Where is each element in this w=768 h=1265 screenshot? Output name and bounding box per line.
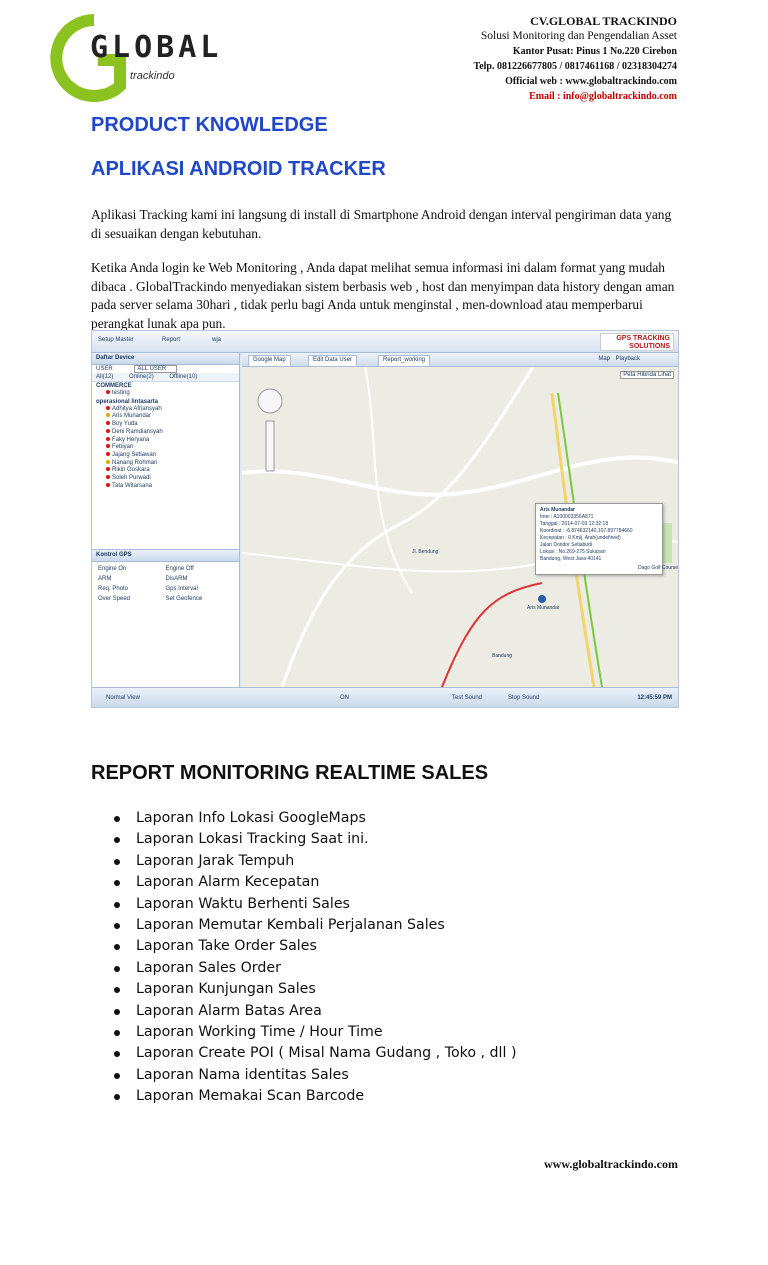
list-item: Laporan Alarm Batas Area xyxy=(114,1001,516,1022)
popup-title: Aris Munandar xyxy=(540,507,576,513)
marker-label: Aris Munandar xyxy=(527,605,560,611)
req-photo-button[interactable]: Req. Photo xyxy=(98,586,129,592)
playback-button[interactable]: Playback xyxy=(615,356,640,362)
disarm-button[interactable]: DisARM xyxy=(165,576,188,582)
device-item[interactable]: Jajang Setiawan xyxy=(92,452,239,460)
popup-line: Bandung, West Java 40141 xyxy=(540,556,602,562)
map-type-hibrida[interactable]: Hibrida xyxy=(637,372,657,378)
device-item[interactable]: Rikin Goskara xyxy=(92,467,239,475)
company-phone: Telp. 081226677805 / 0817461168 / 02318304274 xyxy=(473,61,677,72)
gps-solutions-badge: GPS TRACKING SOLUTIONS xyxy=(600,333,674,351)
group-operasional[interactable]: operasional lintasarta xyxy=(96,398,159,405)
set-geofence-button[interactable]: Set Geofence xyxy=(165,596,203,602)
map-label-city: Bandung xyxy=(492,653,513,659)
report-list xyxy=(114,808,516,1107)
device-item[interactable]: Deni Ramdiansyah xyxy=(92,429,239,437)
engine-on-button[interactable]: Engine On xyxy=(98,566,127,572)
user-select[interactable]: ALL USER xyxy=(134,365,177,373)
arm-button[interactable]: ARM xyxy=(98,576,112,582)
popup-line: Tanggal : 2014-07-03 12:32:18 xyxy=(540,521,609,527)
popup-line: Imei : A100003356A871 xyxy=(540,514,594,520)
group-commerce[interactable]: COMMERCE xyxy=(96,383,132,389)
map-type-peta[interactable]: Peta xyxy=(623,372,636,378)
device-item[interactable]: Aris Munandar xyxy=(92,413,239,421)
map-type-switch xyxy=(620,371,674,379)
list-item: Laporan Alarm Kecepatan xyxy=(114,872,516,893)
gps-interval-button[interactable]: Gps Interval xyxy=(165,586,198,592)
user-filter-row xyxy=(92,365,239,373)
list-item: Laporan Nama identitas Sales xyxy=(114,1065,516,1086)
map-view[interactable] xyxy=(242,353,679,687)
list-item: Laporan Take Order Sales xyxy=(114,936,516,957)
company-info xyxy=(473,14,677,104)
menu-report[interactable]: Report xyxy=(162,337,181,343)
footer-website: www.globaltrackindo.com xyxy=(543,1157,678,1171)
tab-report-working[interactable]: Report_working xyxy=(378,355,430,366)
list-item: Laporan Lokasi Tracking Saat ini. xyxy=(114,829,516,850)
tab-google-map[interactable]: Google Map xyxy=(248,355,291,366)
device-item[interactable]: Nanang Rohman xyxy=(92,460,239,468)
company-email: Email : info@globaltrackindo.com xyxy=(529,91,677,102)
device-panel xyxy=(92,353,240,687)
list-item: Laporan Create POI ( Misal Nama Gudang , Toko , dll ) xyxy=(114,1043,516,1064)
menu-setup-master[interactable]: Setup Master xyxy=(98,337,134,343)
stop-sound-button[interactable]: Stop Sound xyxy=(508,695,540,701)
filter-offline[interactable]: Offline(10) xyxy=(169,374,198,380)
list-item: Laporan Kunjungan Sales xyxy=(114,979,516,1000)
logo-word: GLOBAL xyxy=(90,30,223,65)
map-label-road: Jl. Bendung xyxy=(412,549,439,555)
list-item: Laporan Sales Order xyxy=(114,958,516,979)
map-button[interactable]: Map xyxy=(598,356,610,362)
title-report-monitoring: REPORT MONITORING REALTIME SALES xyxy=(91,762,489,784)
gps-control-panel xyxy=(92,549,239,639)
sound-toggle[interactable]: ON xyxy=(340,695,349,701)
company-tagline: Solusi Monitoring dan Pengendalian Asset xyxy=(480,30,677,42)
logo-subword: trackindo xyxy=(130,70,175,82)
menu-user[interactable]: wja xyxy=(212,337,222,343)
status-filters xyxy=(92,373,239,382)
user-label: USER xyxy=(96,366,113,372)
map-label-golf: Dago Golf Course xyxy=(638,565,679,571)
company-name: CV.GLOBAL TRACKINDO xyxy=(530,14,677,28)
popup-line: Jalan Dondor Setiabudi xyxy=(540,542,592,548)
device-item[interactable]: Soleh Purwadi xyxy=(92,475,239,483)
paragraph-intro: Aplikasi Tracking kami ini langsung di install di Smartphone Android dengan interval pengiriman data yang di sesuaikan dengan kebutuhan. xyxy=(91,207,672,241)
tab-edit-data-user[interactable]: Edit Data User xyxy=(308,355,357,366)
title-product-knowledge: PRODUCT KNOWLEDGE xyxy=(91,114,328,136)
device-item[interactable]: Faky Heryana xyxy=(92,437,239,445)
test-sound-button[interactable]: Test Sound xyxy=(452,695,483,701)
list-item: Laporan Info Lokasi GoogleMaps xyxy=(114,808,516,829)
normal-view-button[interactable]: Normal View xyxy=(106,695,140,701)
app-status-bar xyxy=(92,687,678,708)
company-logo xyxy=(50,14,223,102)
clock: 12:45:59 PM xyxy=(637,695,672,701)
title-android-tracker: APLIKASI ANDROID TRACKER xyxy=(91,158,386,180)
device-item[interactable]: Adhitya Afriansyah xyxy=(92,406,239,414)
device-item[interactable]: Boy Yuda xyxy=(92,421,239,429)
device-item[interactable]: Febiyan xyxy=(92,444,239,452)
list-item: Laporan Jarak Tempuh xyxy=(114,851,516,872)
over-speed-button[interactable]: Over Speed xyxy=(98,596,131,602)
device-panel-title: Daftar Device xyxy=(92,353,239,365)
gps-control-title: Kontrol GPS xyxy=(92,550,239,562)
device-item[interactable]: testing xyxy=(92,390,239,398)
map-type-lihat[interactable]: Lihat xyxy=(657,372,671,378)
popup-line: Lokasi : No.269-275 Sukasari xyxy=(540,549,606,555)
company-office: Kantor Pusat: Pinus 1 No.220 Cirebon xyxy=(512,46,677,57)
paragraph-web-monitoring: Ketika Anda login ke Web Monitoring , Anda dapat melihat semua informasi ini dalam format yang mudah dibaca . GlobalTrackindo menyediakan sistem berbasis web , host dan menyimpan data history dengan aman pada server selama 30hari , tidak perlu bagi Anda untuk menginstal , men-download atau memperbarui perangkat lunak apa pun. xyxy=(91,260,675,331)
app-toolbar xyxy=(92,331,678,353)
company-web: Official web : www.globaltrackindo.com xyxy=(505,76,677,87)
popup-line: Kecepatan : 0 Km/j, Arah(undefined) xyxy=(540,535,621,541)
device-item[interactable]: Tata Witarsana xyxy=(92,483,239,491)
filter-online[interactable]: Online(2) xyxy=(129,374,154,380)
map-tabs xyxy=(242,353,679,367)
list-item: Laporan Memutar Kembali Perjalanan Sales xyxy=(114,915,516,936)
app-screenshot xyxy=(91,330,679,708)
list-item: Laporan Waktu Berhenti Sales xyxy=(114,894,516,915)
engine-off-button[interactable]: Engine Off xyxy=(165,566,194,572)
filter-all[interactable]: All(12) xyxy=(96,374,114,380)
popup-line: Koordinat : -6.874632140,107.897784660 xyxy=(540,528,633,534)
list-item: Laporan Working Time / Hour Time xyxy=(114,1022,516,1043)
list-item: Laporan Memakai Scan Barcode xyxy=(114,1086,516,1107)
